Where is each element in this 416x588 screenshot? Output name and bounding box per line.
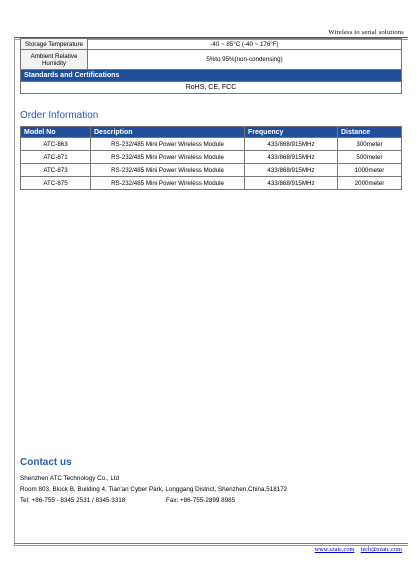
order-table	[20, 126, 402, 190]
model-cell: ATC-871	[21, 151, 91, 164]
description-cell: RS-232/485 Mini Power Wireless Module	[91, 151, 245, 164]
table-row	[21, 50, 402, 70]
spec-table	[20, 38, 402, 94]
email-link[interactable]: tech@szatc.com	[360, 546, 402, 553]
company-address: Room 803, Block B, Building 4, Tian'an Cyber Park, Longgang District, Shenzhen,China,518172	[20, 486, 288, 493]
storage-temperature-value: -40 ~ 85°C (-40 ~ 176°F)	[88, 39, 402, 50]
standards-value: RoHS, CE, FCC	[21, 82, 402, 94]
distance-cell: 1000meter	[338, 164, 402, 177]
header-tagline: Wireless to serial solutions	[328, 29, 404, 36]
frequency-cell: 433/868/915MHz	[245, 138, 338, 151]
model-cell: ATC-873	[21, 164, 91, 177]
telephone: Tel: +86-755 - 8345 2531 / 8345 3318	[20, 497, 126, 504]
table-header-row	[21, 127, 402, 138]
description-cell: RS-232/485 Mini Power Wireless Module	[91, 164, 245, 177]
frequency-cell: 433/868/915MHz	[245, 177, 338, 190]
table-row	[21, 164, 402, 177]
footer-divider	[14, 543, 408, 544]
column-header-distance: Distance	[338, 127, 402, 138]
table-row	[21, 39, 402, 50]
company-name: Shenzhen ATC Technology Co., Ltd	[20, 475, 120, 482]
model-cell: ATC-875	[21, 177, 91, 190]
table-row	[21, 138, 402, 151]
standards-heading: Standards and Certifications	[21, 70, 402, 82]
description-cell: RS-232/485 Mini Power Wireless Module	[91, 138, 245, 151]
humidity-value: 5%to 95%(non-condensing)	[88, 50, 402, 70]
contact-us-title: Contact us	[20, 457, 72, 468]
column-header-description: Description	[91, 127, 245, 138]
description-cell: RS-232/485 Mini Power Wireless Module	[91, 177, 245, 190]
footer-links	[315, 546, 402, 553]
storage-temperature-label: Storage Temperature	[21, 39, 88, 50]
distance-cell: 300meter	[338, 138, 402, 151]
frequency-cell: 433/868/915MHz	[245, 151, 338, 164]
table-row	[21, 70, 402, 82]
fax: Fax: +86-755-2899 8985	[166, 497, 236, 504]
column-header-frequency: Frequency	[245, 127, 338, 138]
model-cell: ATC-863	[21, 138, 91, 151]
distance-cell: 2000meter	[338, 177, 402, 190]
table-row	[21, 151, 402, 164]
table-row	[21, 82, 402, 94]
distance-cell: 500meter	[338, 151, 402, 164]
page-left-border	[14, 37, 15, 545]
website-link[interactable]: www.szatc.com	[314, 546, 355, 553]
column-header-model: Model No	[21, 127, 91, 138]
table-row	[21, 177, 402, 190]
order-information-title: Order Information	[20, 110, 99, 121]
humidity-label: Ambient Relative Humidity	[21, 50, 88, 70]
frequency-cell: 433/868/915MHz	[245, 164, 338, 177]
